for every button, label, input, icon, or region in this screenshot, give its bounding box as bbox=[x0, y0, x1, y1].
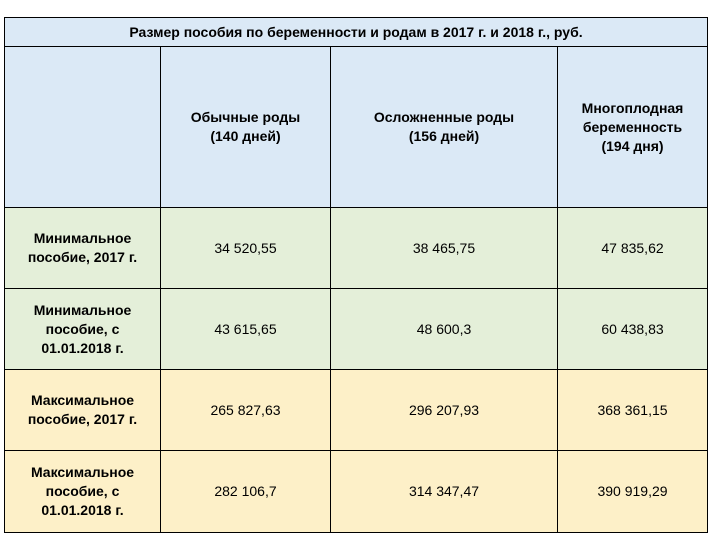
row-label-line: Минимальное bbox=[33, 230, 132, 246]
column-header-multiple-pregnancy bbox=[558, 47, 708, 208]
table-row-min-2017 bbox=[5, 208, 708, 289]
benefits-table bbox=[4, 17, 708, 533]
row-label-min-2017 bbox=[5, 208, 161, 289]
column-header-line: Многоплодная bbox=[581, 99, 684, 116]
row-label-line: пособие, с bbox=[45, 320, 120, 337]
column-header-line: беременность bbox=[582, 118, 683, 135]
table-cell: 38 465,75 bbox=[331, 208, 558, 289]
row-label-max-2017 bbox=[5, 370, 161, 451]
row-label-max-2018 bbox=[5, 451, 161, 533]
table-cell: 48 600,3 bbox=[331, 289, 558, 370]
table-cell: 390 919,29 bbox=[558, 451, 708, 533]
column-header-line: (194 дня) bbox=[601, 137, 664, 154]
column-header-line: (156 дней) bbox=[408, 128, 480, 144]
column-header-line: (140 дней) bbox=[210, 128, 281, 144]
table-row-max-2017 bbox=[5, 370, 708, 451]
row-label-line: Максимальное bbox=[30, 392, 135, 408]
table-cell: 43 615,65 bbox=[161, 289, 331, 370]
table-row-max-2018 bbox=[5, 451, 708, 533]
row-label-line: 01.01.2018 г. bbox=[41, 502, 124, 518]
table-title: Размер пособия по беременности и родам в 2017 г. и 2018 г., руб. bbox=[5, 18, 708, 47]
table-cell: 282 106,7 bbox=[161, 451, 331, 533]
table-cell: 60 438,83 bbox=[558, 289, 708, 370]
corner-cell bbox=[5, 47, 161, 208]
row-label-line: 01.01.2018 г. bbox=[41, 339, 124, 356]
table-row-min-2018 bbox=[5, 289, 708, 370]
row-label-line: пособие, 2017 г. bbox=[27, 411, 138, 427]
column-header-normal-birth bbox=[161, 47, 331, 208]
table-cell: 296 207,93 bbox=[331, 370, 558, 451]
table-cell: 314 347,47 bbox=[331, 451, 558, 533]
row-label-line: Максимальное bbox=[30, 464, 135, 480]
row-label-line: Минимальное bbox=[33, 301, 132, 318]
row-label-line: пособие, с bbox=[45, 483, 120, 499]
table-cell: 368 361,15 bbox=[558, 370, 708, 451]
table-cell: 47 835,62 bbox=[558, 208, 708, 289]
column-header-line: Обычные роды bbox=[190, 109, 301, 125]
column-header-line: Осложненные роды bbox=[373, 109, 515, 125]
header-row bbox=[5, 47, 708, 208]
row-label-line: пособие, 2017 г. bbox=[27, 249, 138, 265]
table-cell: 34 520,55 bbox=[161, 208, 331, 289]
title-row bbox=[5, 18, 708, 47]
row-label-min-2018 bbox=[5, 289, 161, 370]
table-cell: 265 827,63 bbox=[161, 370, 331, 451]
column-header-complicated-birth bbox=[331, 47, 558, 208]
